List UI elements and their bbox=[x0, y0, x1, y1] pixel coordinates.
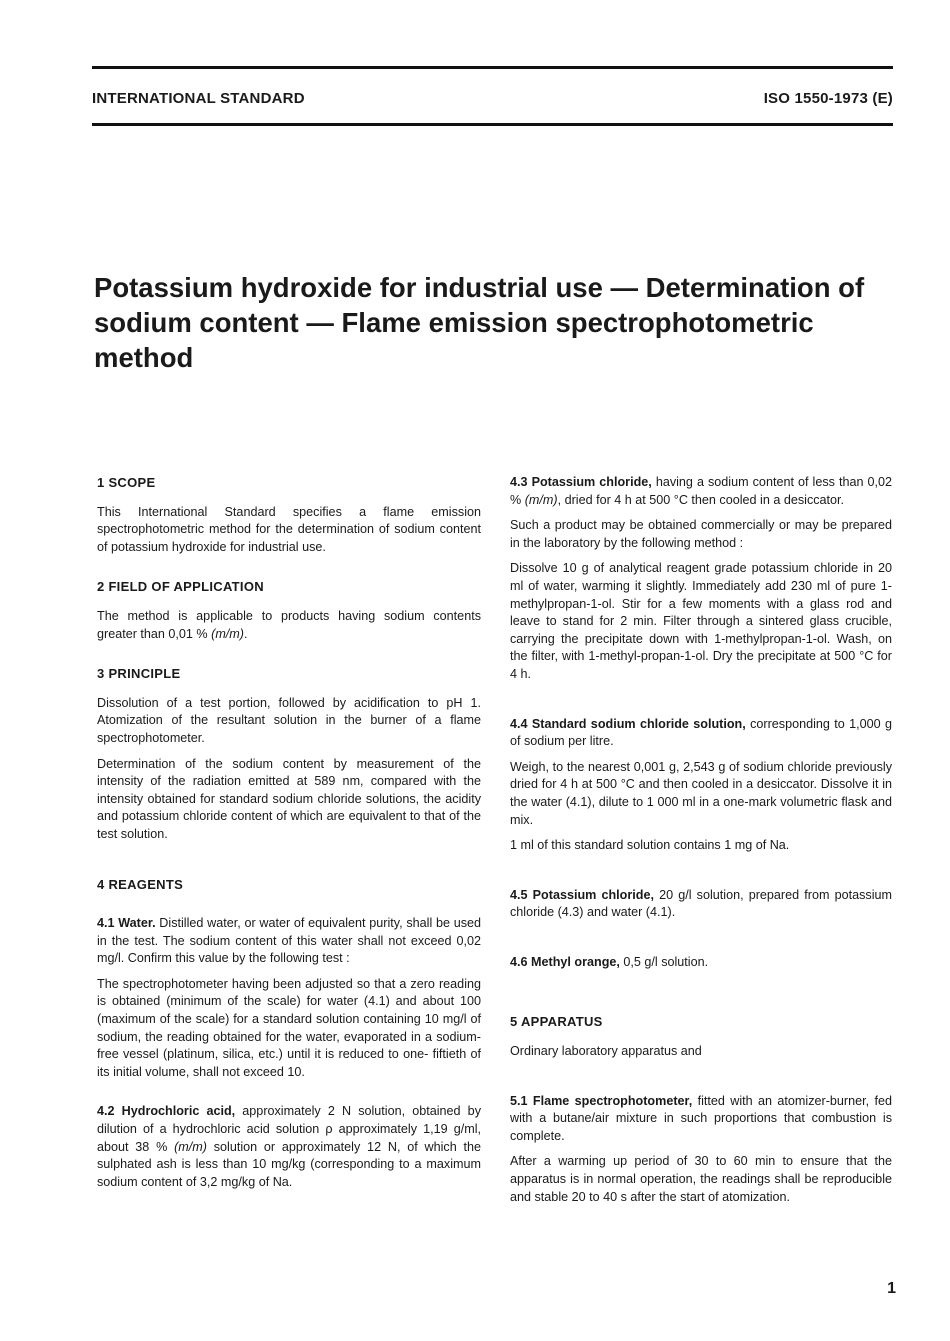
page-number: 1 bbox=[887, 1280, 896, 1297]
reagent-4-3-method: Dissolve 10 g of analytical reagent grade potassium chloride in 20 ml of water, warming it slightly. Immediately add 230 ml of pure 1-methylpropan-1-ol. Stir for a few moments with a glass rod and leave to stand for 2 min. Filter through a sintered glass crucible, carrying the precipitate down with 1-methylpropan-1-ol. Wash, on the filter, with 1-methyl-propan-1-ol. Dry the precipitate at 500 °C for 4 h. bbox=[510, 561, 892, 681]
reagent-4-4-note: 1 ml of this standard solution contains 1 mg of Na. bbox=[510, 838, 790, 853]
apparatus-5-1-detail: After a warming up period of 30 to 60 min to ensure that the apparatus is in normal operation, the readings shall be reproducible and stable 20 to 40 s after the start of atomization. bbox=[510, 1154, 892, 1204]
reagent-4-5: 4.5 Potassium chloride, 20 g/l solution, prepared from potassium chloride (4.3) and water (4.1). bbox=[510, 887, 893, 920]
left-column bbox=[97, 474, 481, 1199]
reagent-4-6: 4.6 Methyl orange, 0,5 g/l solution. bbox=[510, 954, 709, 969]
principle-paragraph-2: Determination of the sodium content by measurement of the intensity of the radiation emitted at 589 nm, compared with the intensity obtained for standard sodium chloride solutions, the acidity and potassium chloride content of which are equivalent to that of the test solution. bbox=[97, 756, 481, 841]
reagent-4-3-source: Such a product may be obtained commercially or may be prepared in the laboratory by the following method : bbox=[510, 518, 892, 550]
header-bottom-rule bbox=[92, 123, 893, 126]
principle-paragraph-1: Dissolution of a test portion, followed by acidification to pH 1. Atomization of the resultant solution in the burner of a flame spectrophotometer. bbox=[97, 695, 481, 745]
apparatus-5-1: 5.1 Flame spectrophotometer, fitted with an atomizer-burner, fed with a butane/air mixture in such proportions that combustion is complete. bbox=[510, 1093, 892, 1143]
reagent-4-2: 4.2 Hydrochloric acid, approximately 2 N solution, obtained by dilution of a hydrochloric acid solution ρ approximately 1,19 g/ml, about 38 % (m/m) solution or approximately 12 N, of which the sulphated ash is less than 10 mg/kg (corresponding to a maximum sodium content of 3,2 mg/kg of Na. bbox=[97, 1104, 481, 1189]
document-title: Potassium hydroxide for industrial use — Determination of sodium content — Flame emission spectrophotometric method bbox=[94, 272, 865, 373]
header-left: INTERNATIONAL STANDARD bbox=[92, 90, 305, 107]
section-heading-principle: 3 PRINCIPLE bbox=[97, 666, 181, 682]
header-right: ISO 1550-1973 (E) bbox=[763, 90, 893, 107]
section-heading-apparatus: 5 APPARATUS bbox=[510, 1014, 603, 1030]
reagent-4-4-prep: Weigh, to the nearest 0,001 g, 2,543 g of sodium chloride previously dried for 4 h at 500 °C and then cooled in a desiccator. Dissolve it in the water (4.1), dilute to 1 000 ml in a one-mark volumetric flask and mix. bbox=[510, 759, 892, 827]
reagent-4-4: 4.4 Standard sodium chloride solution, corresponding to 1,000 g of sodium per litre. bbox=[510, 716, 892, 749]
reagent-4-1-test: The spectrophotometer having been adjusted so that a zero reading is obtained (minimum of the scale) for water (4.1) and about 100 (maximum of the scale) for a standard solution containing 10 mg/l of sodium, the reading obtained for the water, evaporated in a sodium-free vessel (platinum, silica, etc.) until it is reduced to one- fiftieth of its initial volume, shall not exceed 10. bbox=[97, 976, 481, 1079]
section-heading-field: 2 FIELD OF APPLICATION bbox=[97, 579, 264, 595]
field-text: The method is applicable to products having sodium contents greater than 0,01 % (m/m). bbox=[97, 608, 481, 641]
right-column bbox=[510, 474, 892, 1214]
reagent-4-3: 4.3 Potassium chloride, having a sodium content of less than 0,02 % (m/m), dried for 4 h at 500 °C then cooled in a desiccator. bbox=[510, 475, 893, 507]
apparatus-intro: Ordinary laboratory apparatus and bbox=[510, 1044, 702, 1059]
scope-text: This International Standard specifies a flame emission spectrophotometric method for the determination of sodium content of potassium hydroxide for industrial use. bbox=[97, 504, 481, 554]
section-heading-reagents: 4 REAGENTS bbox=[97, 876, 184, 892]
section-heading-scope: 1 SCOPE bbox=[97, 475, 156, 490]
header-top-rule bbox=[92, 66, 893, 69]
reagent-4-1: 4.1 Water. Distilled water, or water of equivalent purity, shall be used in the test. The sodium content of this water shall not exceed 0,02 mg/l. Confirm this value by the following test : bbox=[97, 916, 482, 966]
